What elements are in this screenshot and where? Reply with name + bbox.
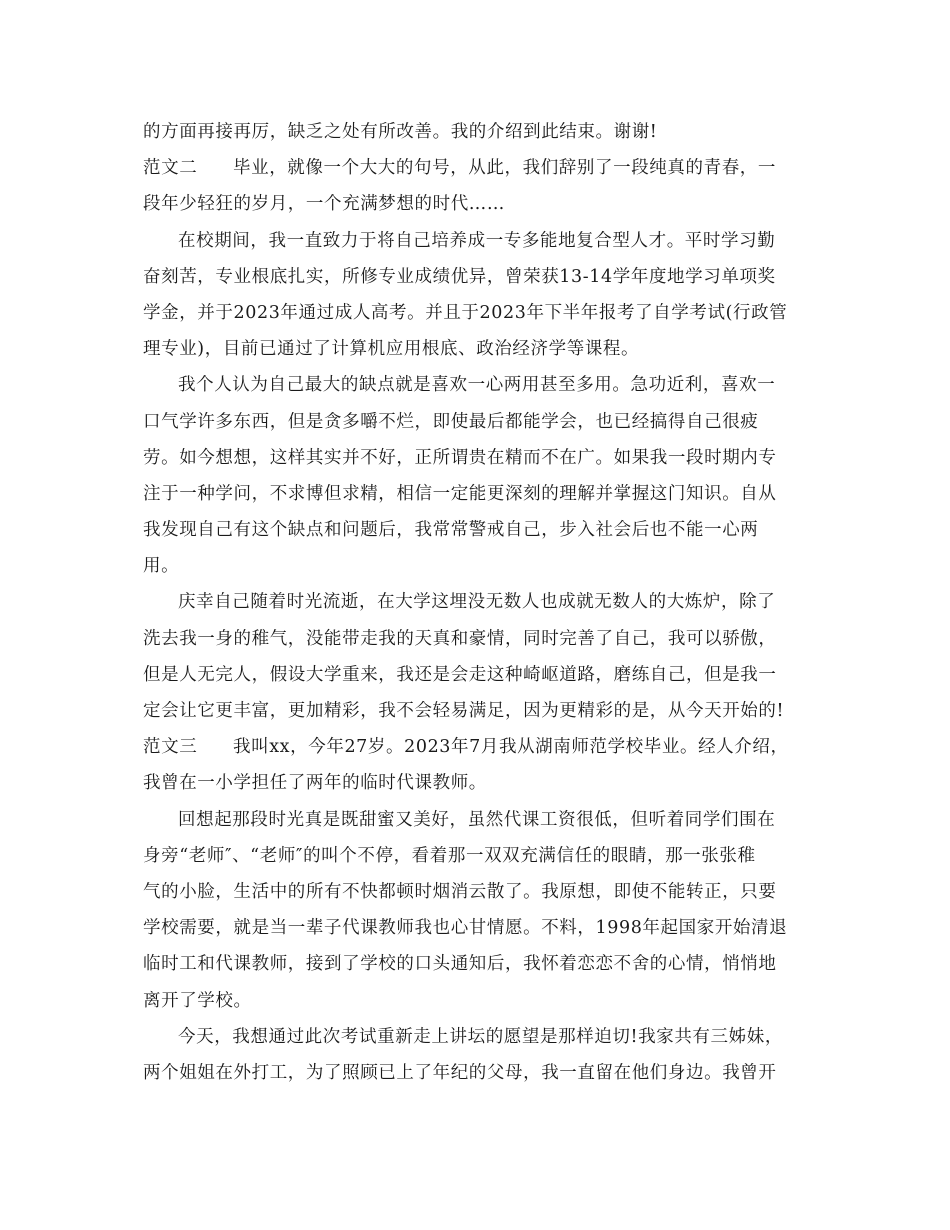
section-label: 范文二 — [143, 158, 198, 179]
line-text: 洗去我一身的稚气，没能带走我的天真和豪情，同时完善了自己，我可以骄傲， — [143, 628, 777, 649]
line-text: 在校期间，我一直致力于将自己培养成一专多能地复合型人才。平时学习勤 — [178, 230, 776, 251]
line-text: 毕业，就像一个大大的句号，从此，我们辞别了一段纯真的青春，一 — [233, 158, 776, 179]
line-text: 的方面再接再厉，缺乏之处有所改善。我的介绍到此结束。谢谢! — [143, 122, 658, 142]
section-heading-line — [143, 150, 808, 186]
line-text: 我叫xx，今年27岁。2023年7月我从湖南师范学校毕业。经人介绍， — [233, 737, 789, 758]
text-line — [143, 259, 808, 295]
text-line — [143, 548, 808, 584]
line-text: 段年少轻狂的岁月，一个充满梦想的时代…… — [143, 194, 505, 215]
line-text: 我发现自己有这个缺点和问题后，我常常警戒自己，步入社会后也不能一心两 — [143, 520, 759, 541]
section-label: 范文三 — [143, 737, 198, 758]
line-text: 我个人认为自己最大的缺点就是喜欢一心两用甚至多用。急功近利，喜欢一 — [178, 375, 776, 396]
text-line — [143, 657, 808, 693]
text-line — [143, 331, 808, 367]
text-line — [143, 621, 808, 657]
text-line — [143, 512, 808, 548]
text-line — [143, 874, 808, 910]
text-line — [143, 765, 808, 801]
line-text: 用。 — [143, 556, 180, 577]
line-text: 劳。如今想想，这样其实并不好，正所谓贵在精而不在广。如果我一段时期内专 — [143, 447, 777, 468]
text-line — [143, 295, 808, 331]
line-text: 回想起那段时光真是既甜蜜又美好，虽然代课工资很低，但听着同学们围在 — [178, 809, 776, 830]
line-text: 学校需要，就是当一辈子代课教师我也心甘情愿。不料，1998年起国家开始清退 — [143, 918, 788, 939]
text-line — [143, 114, 808, 150]
line-text: 奋刻苦，专业根底扎实，所修专业成绩优异，曾荣获13-14学年度地学习单项奖 — [143, 266, 776, 287]
text-line — [143, 367, 808, 403]
text-line — [143, 802, 808, 838]
text-line — [143, 1019, 808, 1055]
text-line — [143, 404, 808, 440]
text-line — [143, 186, 808, 222]
text-line — [143, 584, 808, 620]
text-line — [143, 983, 808, 1019]
line-text: 身旁“老师″、“老师″的叫个不停，看着那一双双充满信任的眼睛，那一张张稚 — [143, 845, 756, 866]
line-text: 理专业)，目前已通过了计算机应用根底、政治经济学等课程。 — [143, 339, 640, 360]
line-text: 庆幸自己随着时光流逝，在大学这埋没无数人也成就无数人的大炼炉，除了 — [178, 592, 776, 613]
text-line — [143, 1055, 808, 1091]
text-line — [143, 476, 808, 512]
document-body — [143, 114, 808, 1091]
line-text: 今天，我想通过此次考试重新走上讲坛的愿望是那样迫切!我家共有三姊妹， — [178, 1026, 783, 1047]
text-line — [143, 946, 808, 982]
line-text: 注于一种学问，不求博但求精，相信一定能更深刻的理解并掌握这门知识。自从 — [143, 483, 777, 504]
text-line — [143, 223, 808, 259]
line-text: 临时工和代课教师，接到了学校的口头通知后，我怀着恋恋不舍的心情，悄悄地 — [143, 954, 777, 975]
text-line — [143, 693, 808, 729]
line-text: 定会让它更丰富，更加精彩，我不会轻易满足，因为更精彩的是，从今天开始的! — [143, 701, 785, 721]
line-text: 学金，并于2023年通过成人高考。并且于2023年下半年报考了自学考试(行政管 — [143, 302, 788, 323]
line-text: 但是人无完人，假设大学重来，我还是会走这种崎岖道路，磨练自己，但是我一 — [143, 664, 777, 685]
text-line — [143, 910, 808, 946]
line-text: 我曾在一小学担任了两年的临时代课教师。 — [143, 773, 487, 794]
text-line — [143, 440, 808, 476]
line-text: 两个姐姐在外打工，为了照顾已上了年纪的父母，我一直留在他们身边。我曾开 — [143, 1062, 777, 1083]
section-heading-line — [143, 729, 808, 765]
text-line — [143, 838, 808, 874]
line-text: 口气学许多东西，但是贪多嚼不烂，即使最后都能学会，也已经搞得自己很疲 — [143, 411, 759, 432]
line-text: 气的小脸，生活中的所有不快都顿时烟消云散了。我原想，即使不能转正，只要 — [143, 881, 777, 902]
line-text: 离开了学校。 — [143, 990, 252, 1011]
